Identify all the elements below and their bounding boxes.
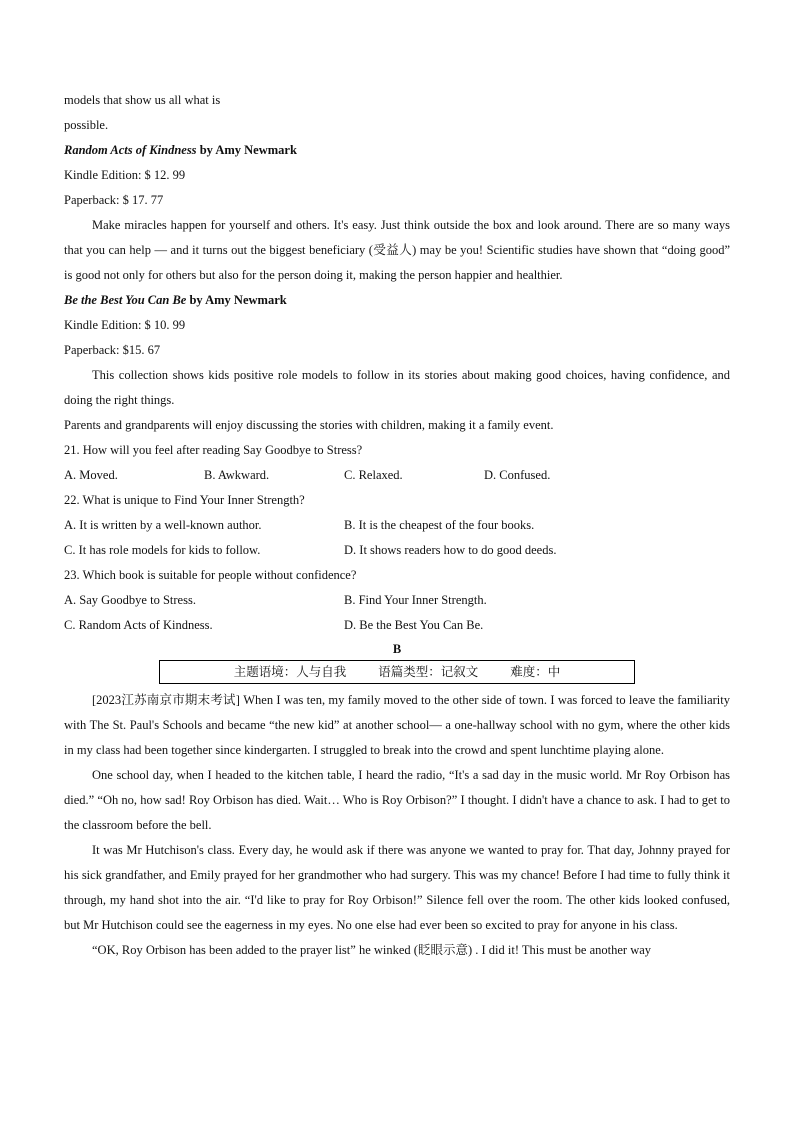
- passage-a-tail-line-2: possible.: [64, 118, 109, 132]
- option-a: A. Moved.: [64, 468, 118, 482]
- paperback-price: Paperback: $ 17. 77: [64, 193, 164, 207]
- question-23-options-cd: [64, 613, 730, 638]
- question-22-options-cd: [64, 538, 730, 563]
- topic-info-box: [159, 660, 635, 684]
- question-22-stem: 22. What is unique to Find Your Inner Strength?: [64, 493, 305, 507]
- option-b: B. Awkward.: [204, 468, 270, 482]
- option-a: A. It is written by a well-known author.: [64, 518, 262, 532]
- topic-difficulty: 难度：中: [510, 664, 561, 679]
- passage-b-paragraph: One school day, when I headed to the kitchen table, I heard the radio, “It's a sad day in the music world. Mr Roy Orbison has died.” “Oh no, how sad! Roy Orbison has died. Wait… Who is Roy Orbison?” I thought. I didn't have a chance to ask. I had to get to the classroom before the bell.: [64, 768, 730, 832]
- option-d: D. Confused.: [484, 468, 551, 482]
- book-description: This collection shows kids positive role models to follow in its stories about making good choices, having confidence, and doing the right things.: [64, 368, 730, 407]
- question-21-stem: 21. How will you feel after reading Say Goodbye to Stress?: [64, 443, 363, 457]
- topic-theme: 主题语境：人与自我: [233, 664, 347, 679]
- book-note: Parents and grandparents will enjoy discussing the stories with children, making it a family event.: [64, 418, 554, 432]
- book-title: Be the Best You Can Be: [64, 293, 187, 307]
- topic-genre: 语篇类型：记叙文: [378, 664, 479, 679]
- option-c: C. It has role models for kids to follow.: [64, 543, 261, 557]
- question-21-options: [64, 463, 730, 488]
- option-b: B. Find Your Inner Strength.: [344, 593, 487, 607]
- book-heading-be-the-best: [64, 288, 730, 313]
- passage-b-paragraph: It was Mr Hutchison's class. Every day, he would ask if there was anyone we wanted to pray for. That day, Johnny prayed for his sick grandfather, and Emily prayed for her grandmother who had surgery. This was my chance! Before I had time to fully think it through, my hand shot into the air. “I'd like to pray for Roy Orbison!” Silence fell over the room. The other kids looked confused, but Mr Hutchison could see the eagerness in my eyes. No one else had ever been so excited to pray for anyone in his class.: [64, 843, 730, 932]
- passage-a-tail-line-1: models that show us all what is: [64, 93, 221, 107]
- option-d: D. It shows readers how to do good deeds.: [344, 543, 557, 557]
- section-b-label: B: [392, 642, 402, 656]
- kindle-price: Kindle Edition: $ 10. 99: [64, 318, 186, 332]
- book-description: Make miracles happen for yourself and others. It's easy. Just think outside the box and look around. There are so many ways that you can help — and it turns out the biggest beneficiary (受益人) may be you! Scientific studies have shown that “doing good” is good not only for others but also for the person doing it, making the person happier and healthier.: [64, 218, 730, 282]
- book-author: by Amy Newmark: [196, 143, 297, 157]
- question-23-options-ab: [64, 588, 730, 613]
- book-heading-random-acts: [64, 138, 730, 163]
- book-author: by Amy Newmark: [186, 293, 287, 307]
- option-c: C. Relaxed.: [344, 468, 403, 482]
- book-title: Random Acts of Kindness: [64, 143, 197, 157]
- question-22-options-ab: [64, 513, 730, 538]
- option-a: A. Say Goodbye to Stress.: [64, 593, 196, 607]
- option-c: C. Random Acts of Kindness.: [64, 618, 213, 632]
- paperback-price: Paperback: $15. 67: [64, 343, 161, 357]
- kindle-price: Kindle Edition: $ 12. 99: [64, 168, 186, 182]
- page-content: [64, 88, 730, 963]
- passage-b-paragraph: [2023江苏南京市期末考试] When I was ten, my family moved to the other side of town. I was forced to leave the familiarity with The St. Paul's Schools and became “the new kid” at another school— a one-hallway school with no gym, where the other kids in my class had been together since kindergarten. I struggled to break into the crowd and spent lunchtime playing alone.: [64, 693, 730, 757]
- option-b: B. It is the cheapest of the four books.: [344, 518, 535, 532]
- option-d: D. Be the Best You Can Be.: [344, 618, 484, 632]
- passage-b-paragraph: “OK, Roy Orbison has been added to the prayer list” he winked (眨眼示意) . I did it! This must be another way: [92, 943, 652, 957]
- question-23-stem: 23. Which book is suitable for people without confidence?: [64, 568, 357, 582]
